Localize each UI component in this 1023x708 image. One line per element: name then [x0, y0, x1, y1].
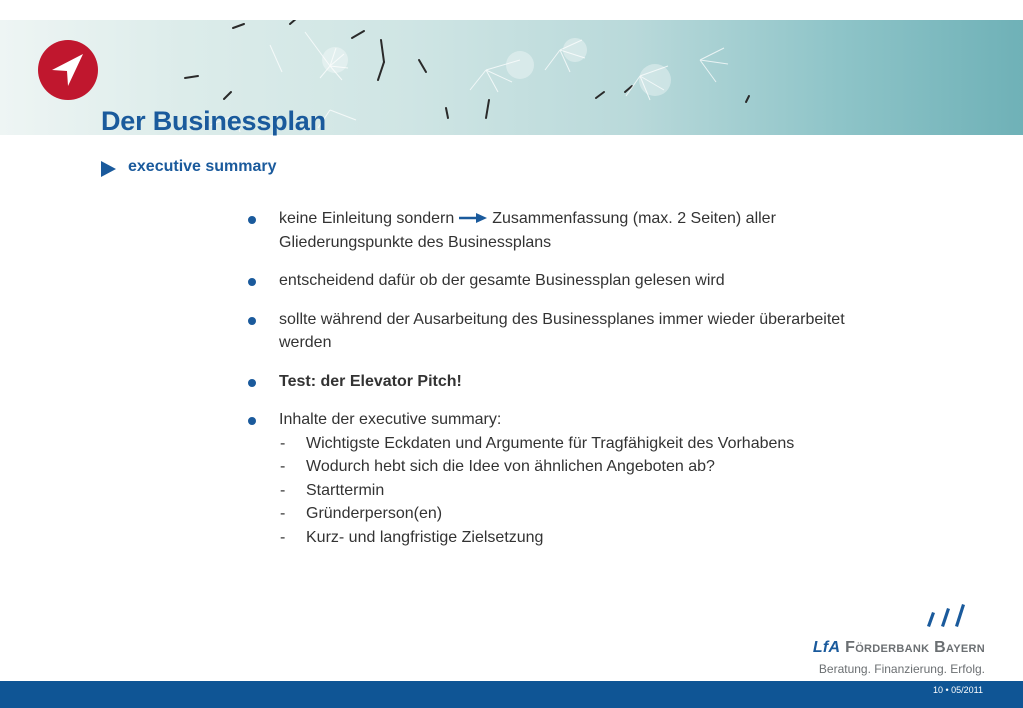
- sub-list: [279, 432, 885, 550]
- brand-lfa: LfA: [812, 639, 841, 656]
- bullet-item: [245, 269, 885, 293]
- page-title: Der Businessplan: [101, 106, 326, 136]
- brand-bank-name: Förderbank Bayern: [845, 639, 985, 656]
- sub-item-text: Wodurch hebt sich die Idee von ähnlichen Angeboten ab?: [306, 458, 715, 475]
- bullet-item: [245, 207, 885, 254]
- sub-list-item: [279, 526, 885, 550]
- triangle-right-icon: [101, 161, 116, 177]
- sub-item-text: Kurz- und langfristige Zielsetzung: [306, 528, 544, 546]
- bullet-item: [245, 370, 885, 394]
- sub-item-text: Wichtigste Eckdaten und Argumente für Tragfähigkeit des Vorhabens: [306, 434, 795, 452]
- bullet-dot-icon: [248, 417, 256, 425]
- bullet-dot-icon: [248, 379, 256, 387]
- logo: [38, 40, 98, 100]
- sub-item-marker: -: [280, 481, 286, 499]
- subtitle: executive summary: [128, 158, 277, 175]
- sub-item-marker: -: [280, 528, 286, 546]
- sub-list-item: [279, 455, 885, 479]
- sub-item-marker: -: [280, 434, 286, 452]
- sub-item-marker: -: [280, 505, 286, 522]
- bullet-dot-icon: [248, 216, 256, 224]
- bullet-text: entscheidend dafür ob der gesamte Businessplan gelesen wird: [279, 272, 725, 289]
- bullet-text-before: keine Einleitung sondern: [279, 210, 455, 227]
- subtitle-row: [101, 157, 277, 177]
- bullet-dot-icon: [248, 317, 256, 325]
- paper-plane-arrow-icon: [38, 40, 98, 100]
- bullet-item: [245, 408, 885, 549]
- bullet-dot-icon: [248, 278, 256, 286]
- brand-logo: [780, 602, 990, 680]
- arrow-right-icon: [458, 212, 488, 224]
- sub-item-marker: -: [280, 458, 286, 475]
- bullet-text: [279, 207, 885, 254]
- footer-bar: [0, 681, 1023, 708]
- bullet-text: Inhalte der executive summary:: [279, 411, 502, 428]
- sub-list-item: [279, 479, 885, 503]
- sub-item-text: Gründerperson(en): [306, 505, 443, 522]
- sub-list-item: [279, 432, 885, 456]
- bullet-list: [245, 207, 885, 564]
- lfa-marks-icon: [924, 602, 968, 628]
- brand-tagline: Beratung. Finanzierung. Erfolg.: [818, 662, 985, 676]
- bullet-text: sollte während der Ausarbeitung des Businessplanes immer wieder überarbeitet werden: [279, 310, 845, 351]
- sub-list-item: [279, 502, 885, 526]
- bullet-text-after: Zusammenfassung (max. 2 Seiten) aller Gliederungspunkte des Businessplans: [279, 210, 776, 251]
- bullet-text: Test: der Elevator Pitch!: [279, 372, 462, 390]
- brand-name: [813, 639, 985, 657]
- sub-item-text: Starttermin: [306, 481, 385, 499]
- bullet-item: [245, 308, 885, 355]
- page-number: 10 • 05/2011: [932, 685, 983, 695]
